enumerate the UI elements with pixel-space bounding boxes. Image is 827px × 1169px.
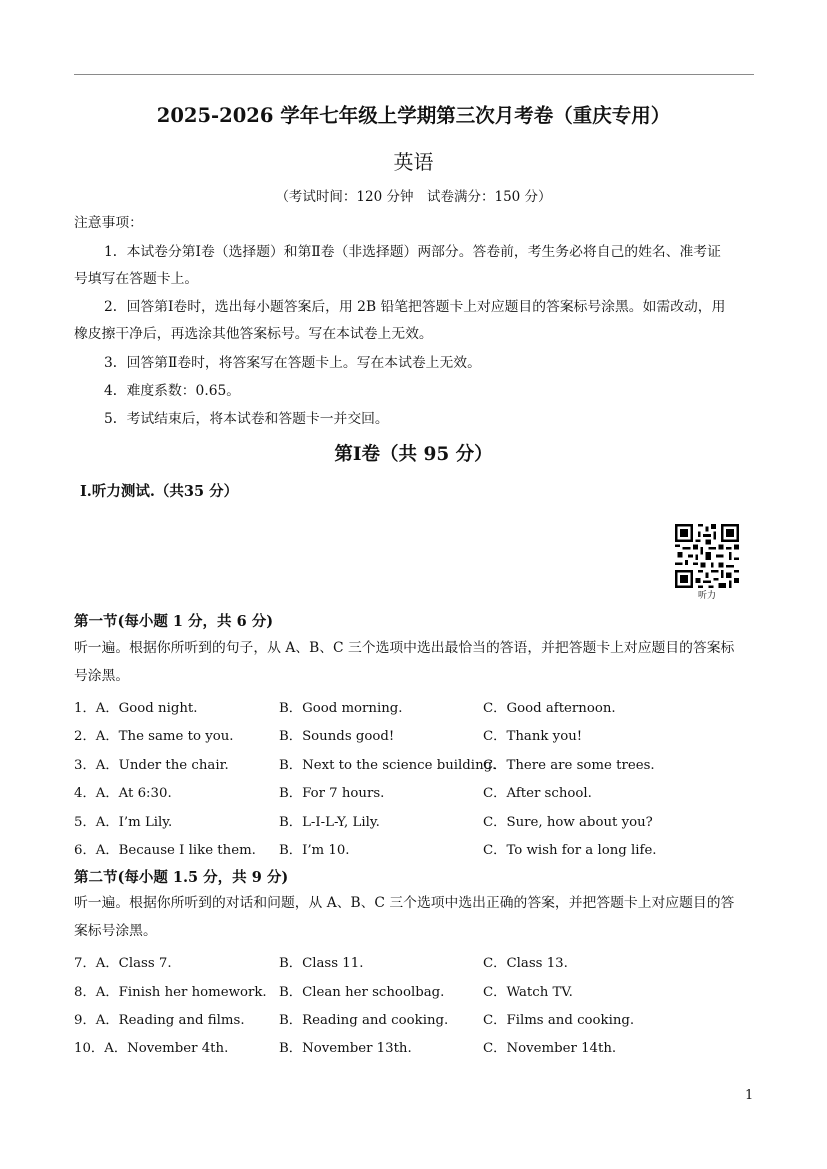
question-7-option-b[interactable]: B．Class 11. — [279, 956, 364, 971]
question-3-option-a[interactable]: 3．A．Under the chair. — [74, 758, 229, 773]
question-3-option-c[interactable]: C．There are some trees. — [483, 758, 655, 773]
note-item-5: 5．考试结束后，将本试卷和答题卡一并交回。 — [104, 411, 389, 427]
qr-code-icon[interactable] — [675, 524, 739, 588]
question-6-option-c[interactable]: C．To wish for a long life. — [483, 843, 657, 858]
question-2-option-a[interactable]: 2．A．The same to you. — [74, 729, 234, 744]
question-6-option-b[interactable]: B．I’m 10. — [279, 843, 350, 858]
question-4-option-c[interactable]: C．After school. — [483, 786, 592, 801]
note-item-3: 3．回答第Ⅱ卷时，将答案写在答题卡上。写在本试卷上无效。 — [104, 355, 481, 371]
question-9-option-b[interactable]: B．Reading and cooking. — [279, 1013, 449, 1028]
question-3-option-b[interactable]: B．Next to the science building. — [279, 758, 497, 773]
question-7-option-c[interactable]: C．Class 13. — [483, 956, 568, 971]
part-two-instruction-continued: 案标号涂黑。 — [74, 923, 157, 939]
exam-info: （考试时间：120 分钟 试卷满分：150 分） — [275, 189, 552, 205]
listening-heading: Ⅰ.听力测试.（共35 分） — [80, 483, 239, 500]
note-item-4: 4．难度系数：0.65。 — [104, 383, 241, 399]
question-8-option-a[interactable]: 8．A．Finish her homework. — [74, 985, 267, 1000]
section-one-title: 第Ⅰ卷（共 95 分） — [334, 444, 493, 465]
question-7-option-a[interactable]: 7．A．Class 7. — [74, 956, 172, 971]
note-item-2: 2．回答第Ⅰ卷时，选出每小题答案后，用 2B 铅笔把答题卡上对应题目的答案标号涂黑。如需改动，用 — [104, 299, 726, 315]
note-item-1-continued: 号填写在答题卡上。 — [74, 271, 199, 287]
question-10-option-b[interactable]: B．November 13th. — [279, 1041, 412, 1056]
question-2-option-b[interactable]: B．Sounds good! — [279, 729, 395, 744]
part-one-heading: 第一节(每小题 1 分，共 6 分) — [74, 613, 274, 630]
part-two-instruction: 听一遍。根据你所听到的对话和问题，从 A、B、C 三个选项中选出正确的答案，并把答题卡上对应题目的答 — [74, 895, 735, 911]
question-8-option-b[interactable]: B．Clean her schoolbag. — [279, 985, 445, 1000]
exam-title: 2025-2026 学年七年级上学期第三次月考卷（重庆专用） — [156, 104, 671, 127]
question-9-option-a[interactable]: 9．A．Reading and films. — [74, 1013, 245, 1028]
question-4-option-a[interactable]: 4．A．At 6:30. — [74, 786, 172, 801]
subject-title: 英语 — [393, 150, 434, 174]
question-5-option-b[interactable]: B．L-I-L-Y, Lily. — [279, 815, 380, 830]
question-6-option-a[interactable]: 6．A．Because I like them. — [74, 843, 256, 858]
question-4-option-b[interactable]: B．For 7 hours. — [279, 786, 385, 801]
question-9-option-c[interactable]: C．Films and cooking. — [483, 1013, 635, 1028]
question-1-option-a[interactable]: 1．A．Good night. — [74, 701, 198, 716]
page-number: 1 — [745, 1088, 754, 1103]
header-rule — [74, 74, 754, 75]
qr-code-label: 听力 — [697, 591, 716, 601]
question-2-option-c[interactable]: C．Thank you! — [483, 729, 583, 744]
question-10-option-c[interactable]: C．November 14th. — [483, 1041, 617, 1056]
question-10-option-a[interactable]: 10．A．November 4th. — [74, 1041, 229, 1056]
question-5-option-a[interactable]: 5．A．I’m Lily. — [74, 815, 173, 830]
question-8-option-c[interactable]: C．Watch TV. — [483, 985, 573, 1000]
note-item-2-continued: 橡皮擦干净后，再选涂其他答案标号。写在本试卷上无效。 — [74, 326, 433, 342]
part-two-heading: 第二节(每小题 1.5 分，共 9 分) — [74, 869, 289, 886]
part-one-instruction: 听一遍。根据你所听到的句子，从 A、B、C 三个选项中选出最恰当的答语，并把答题卡上对应题目的答案标 — [74, 640, 735, 656]
part-one-instruction-continued: 号涂黑。 — [74, 668, 130, 684]
notes-heading: 注意事项： — [74, 215, 143, 231]
question-5-option-c[interactable]: C．Sure, how about you? — [483, 815, 653, 830]
question-1-option-c[interactable]: C．Good afternoon. — [483, 701, 616, 716]
question-1-option-b[interactable]: B．Good morning. — [279, 701, 403, 716]
note-item-1: 1．本试卷分第Ⅰ卷（选择题）和第Ⅱ卷（非选择题）两部分。答卷前，考生务必将自己的姓名、准考证 — [104, 244, 721, 260]
